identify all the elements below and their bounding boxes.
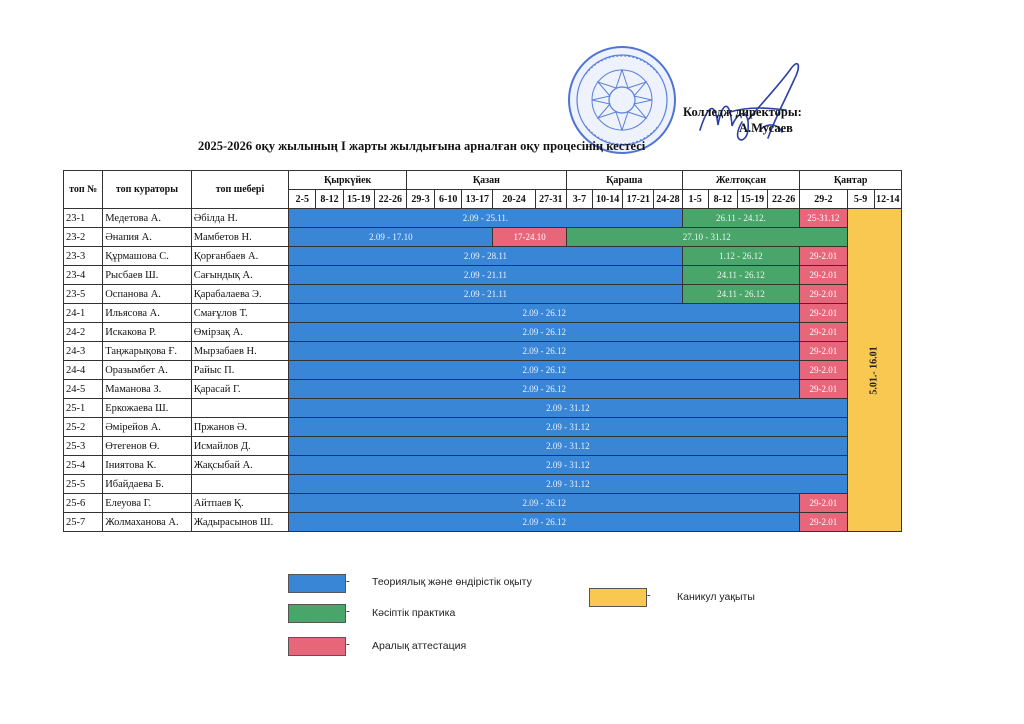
week-header: 17-21 (623, 190, 654, 209)
curator-cell: Әнапия А. (103, 228, 192, 247)
schedule-segment-red: 29-2.01 (800, 285, 847, 304)
group-cell: 23-3 (64, 247, 103, 266)
table-row (64, 266, 902, 285)
master-cell: Қорғанбаев А. (191, 247, 289, 266)
curator-cell: Құрмашова С. (103, 247, 192, 266)
curator-cell: Еркожаева Ш. (103, 399, 192, 418)
month-header: Қазан (406, 171, 566, 190)
week-header: 29-2 (800, 190, 847, 209)
legend-label-red: Аралық аттестация (372, 640, 467, 652)
curator-header: топ кураторы (103, 171, 192, 209)
table-row (64, 494, 902, 513)
schedule-segment-green: 24.11 - 26.12 (682, 266, 800, 285)
schedule-segment-blue: 2.09 - 31.12 (289, 437, 847, 456)
master-cell: Пржанов Ә. (191, 418, 289, 437)
schedule-segment-green: 27.10 - 31.12 (566, 228, 847, 247)
schedule-segment-blue: 2.09 - 17.10 (289, 228, 493, 247)
schedule-segment-blue: 2.09 - 31.12 (289, 418, 847, 437)
week-header: 5-9 (847, 190, 874, 209)
month-header-row (64, 171, 902, 190)
legend-dash: - (346, 605, 350, 617)
table-row (64, 247, 902, 266)
master-cell: Әбілда Н. (191, 209, 289, 228)
master-cell (191, 475, 289, 494)
master-cell: Қарасай Г. (191, 380, 289, 399)
table-row (64, 323, 902, 342)
month-header: Қыркүйек (289, 171, 407, 190)
week-header: 8-12 (708, 190, 737, 209)
curator-cell: Рысбаев Ш. (103, 266, 192, 285)
schedule-segment-blue: 2.09 - 26.12 (289, 342, 800, 361)
schedule-segment-blue: 2.09 - 26.12 (289, 494, 800, 513)
week-header: 1-5 (682, 190, 708, 209)
schedule-segment-green: 26.11 - 24.12. (682, 209, 800, 228)
legend-dash: - (346, 638, 350, 650)
week-header: 22-26 (768, 190, 800, 209)
master-cell: Исмайлов Д. (191, 437, 289, 456)
schedule-segment-blue: 2.09 - 31.12 (289, 456, 847, 475)
week-header: 15-19 (343, 190, 374, 209)
group-cell: 24-3 (64, 342, 103, 361)
week-header: 24-28 (654, 190, 682, 209)
week-header: 27-31 (535, 190, 566, 209)
master-cell: Райыс П. (191, 361, 289, 380)
master-cell: Қарабалаева Э. (191, 285, 289, 304)
group-cell: 25-6 (64, 494, 103, 513)
group-cell: 24-1 (64, 304, 103, 323)
legend-label-yellow: Каникул уақыты (677, 591, 755, 603)
schedule-segment-blue: 2.09 - 26.12 (289, 380, 800, 399)
legend-label-green: Кәсіптік практика (372, 607, 456, 619)
table-row (64, 209, 902, 228)
table-row (64, 475, 902, 494)
group-cell: 25-4 (64, 456, 103, 475)
table-row (64, 228, 902, 247)
curator-cell: Маманова З. (103, 380, 192, 399)
table-row (64, 285, 902, 304)
schedule-segment-red: 29-2.01 (800, 304, 847, 323)
group-cell: 23-2 (64, 228, 103, 247)
week-header: 10-14 (593, 190, 623, 209)
schedule-segment-blue: 2.09 - 26.12 (289, 361, 800, 380)
schedule-segment-green: 24.11 - 26.12 (682, 285, 800, 304)
master-cell: Мырзабаев Н. (191, 342, 289, 361)
schedule-table (63, 170, 902, 532)
master-cell: Айтпаев Қ. (191, 494, 289, 513)
group-cell: 24-5 (64, 380, 103, 399)
table-row (64, 380, 902, 399)
schedule-segment-red: 29-2.01 (800, 361, 847, 380)
group-cell: 25-2 (64, 418, 103, 437)
table-row (64, 304, 902, 323)
week-header: 3-7 (566, 190, 592, 209)
legend-dash: - (346, 575, 350, 587)
legend-dash: - (647, 589, 651, 601)
vacation-period-cell (847, 209, 901, 532)
approval-block (683, 104, 863, 136)
curator-cell: Ильясова А. (103, 304, 192, 323)
schedule-segment-red: 29-2.01 (800, 494, 847, 513)
group-cell: 24-2 (64, 323, 103, 342)
schedule-segment-red: 29-2.01 (800, 247, 847, 266)
week-header: 2-5 (289, 190, 316, 209)
legend-swatch-blue (288, 574, 346, 593)
legend-swatch-red (288, 637, 346, 656)
legend-swatch-green (288, 604, 346, 623)
schedule-segment-red: 29-2.01 (800, 513, 847, 532)
week-header: 22-26 (374, 190, 406, 209)
group-cell: 25-7 (64, 513, 103, 532)
week-header: 20-24 (493, 190, 535, 209)
week-header: 29-3 (406, 190, 434, 209)
schedule-segment-blue: 2.09 - 26.12 (289, 513, 800, 532)
table-row (64, 399, 902, 418)
schedule-segment-blue: 2.09 - 21.11 (289, 285, 682, 304)
schedule-segment-red: 17-24.10 (493, 228, 566, 247)
table-row (64, 513, 902, 532)
master-cell: Жақсыбай А. (191, 456, 289, 475)
curator-cell: Искакова Р. (103, 323, 192, 342)
week-header: 8-12 (316, 190, 343, 209)
curator-cell: Әмірейов А. (103, 418, 192, 437)
group-cell: 24-4 (64, 361, 103, 380)
master-cell: Жадырасынов Ш. (191, 513, 289, 532)
director-name: А.Мусаев (739, 121, 793, 135)
week-header: 13-17 (462, 190, 493, 209)
group-cell: 23-1 (64, 209, 103, 228)
schedule-segment-red: 29-2.01 (800, 266, 847, 285)
table-row (64, 437, 902, 456)
legend-label-blue: Теориялық және өндірістік оқыту (372, 576, 532, 588)
schedule-segment-blue: 2.09 - 31.12 (289, 399, 847, 418)
curator-cell: Медетова А. (103, 209, 192, 228)
table-row (64, 342, 902, 361)
schedule-segment-red: 29-2.01 (800, 342, 847, 361)
group-cell: 23-4 (64, 266, 103, 285)
master-cell: Өмірзақ А. (191, 323, 289, 342)
curator-cell: Таңжарықова Ғ. (103, 342, 192, 361)
group-cell: 23-5 (64, 285, 103, 304)
schedule-segment-red: 29-2.01 (800, 323, 847, 342)
month-header: Қантар (800, 171, 902, 190)
schedule-segment-blue: 2.09 - 21.11 (289, 266, 682, 285)
curator-cell: Жолмаханова А. (103, 513, 192, 532)
group-cell: 25-5 (64, 475, 103, 494)
vacation-period-label: 5.01.- 16.01 (868, 345, 880, 395)
table-row (64, 456, 902, 475)
master-cell (191, 399, 289, 418)
master-cell: Смағұлов Т. (191, 304, 289, 323)
document-title: 2025-2026 оқу жылының І жарты жылдығына арналған оқу процесінің кестесі (198, 139, 646, 153)
curator-cell: Оспанова А. (103, 285, 192, 304)
group-number-header: топ № (64, 171, 103, 209)
group-cell: 25-3 (64, 437, 103, 456)
schedule-segment-red: 29-2.01 (800, 380, 847, 399)
week-header: 6-10 (435, 190, 462, 209)
table-row (64, 361, 902, 380)
curator-cell: Елеуова Г. (103, 494, 192, 513)
schedule-segment-blue: 2.09 - 26.12 (289, 323, 800, 342)
schedule-segment-blue: 2.09 - 25.11. (289, 209, 682, 228)
week-header: 12-14 (874, 190, 901, 209)
legend-swatch-yellow (589, 588, 647, 607)
table-row (64, 418, 902, 437)
schedule-segment-green: 1.12 - 26.12 (682, 247, 800, 266)
month-header: Желтоқсан (682, 171, 800, 190)
director-position: Колледж директоры: (683, 105, 802, 119)
curator-cell: Өтегенов Ө. (103, 437, 192, 456)
master-cell: Сағындық А. (191, 266, 289, 285)
master-header: топ шебері (191, 171, 289, 209)
schedule-segment-blue: 2.09 - 28.11 (289, 247, 682, 266)
schedule-segment-blue: 2.09 - 26.12 (289, 304, 800, 323)
group-cell: 25-1 (64, 399, 103, 418)
curator-cell: Ибайдаева Б. (103, 475, 192, 494)
master-cell: Мамбетов Н. (191, 228, 289, 247)
month-header: Қараша (566, 171, 682, 190)
curator-cell: Іниятова К. (103, 456, 192, 475)
schedule-segment-red: 25-31.12 (800, 209, 847, 228)
curator-cell: Оразымбет А. (103, 361, 192, 380)
week-header: 15-19 (737, 190, 767, 209)
schedule-segment-blue: 2.09 - 31.12 (289, 475, 847, 494)
